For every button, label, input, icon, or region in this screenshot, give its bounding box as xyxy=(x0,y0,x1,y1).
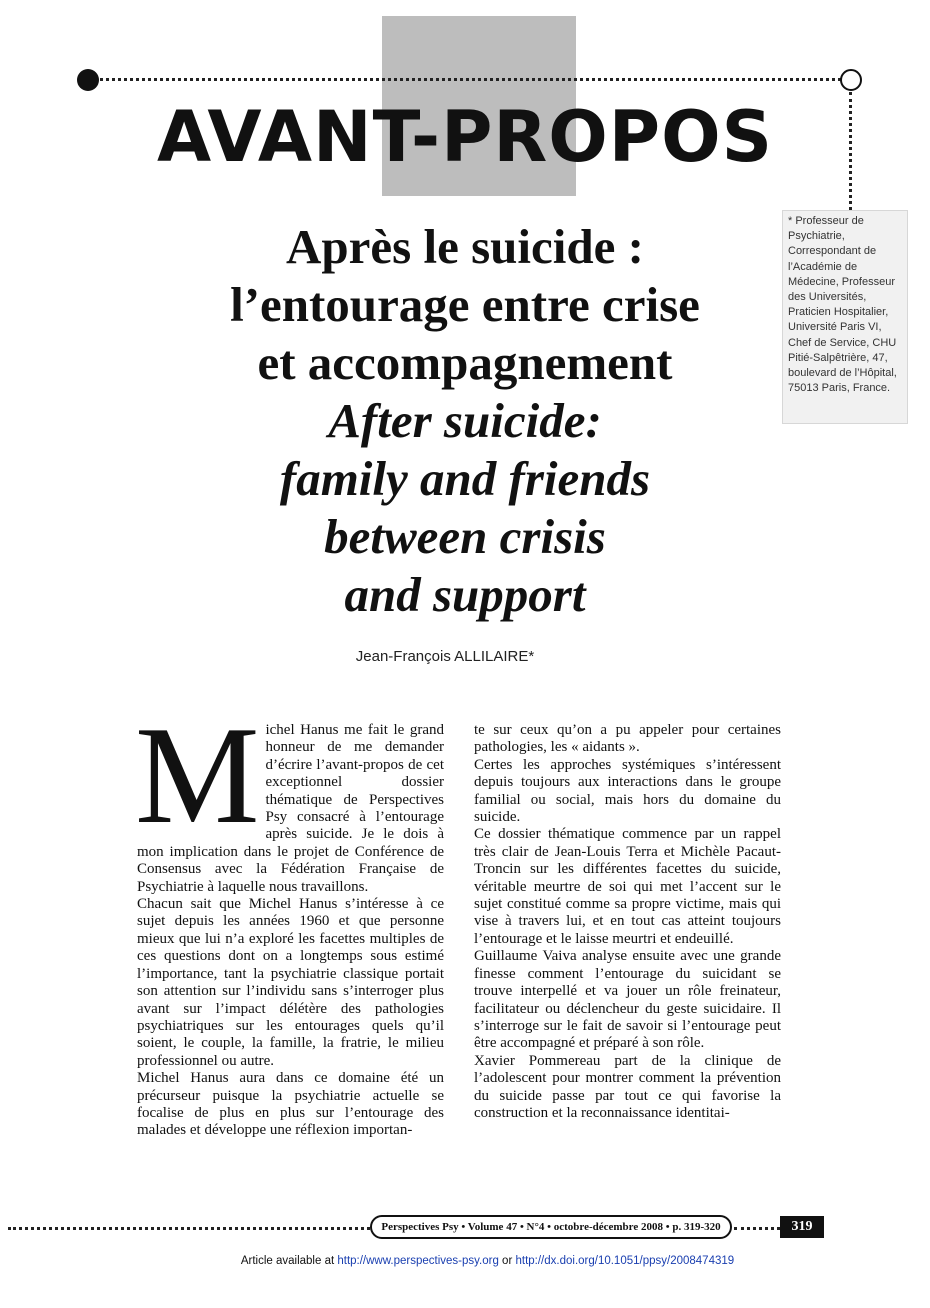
title-french xyxy=(0,218,930,392)
journal-link[interactable]: http://www.perspectives-psy.org xyxy=(337,1255,499,1267)
availability-or: or xyxy=(498,1255,516,1267)
paragraph: Xavier Pommereau part de la clinique de l’adolescent pour montrer comment la prévention du suicide passe par tout ce qui favorise la construction et la reconnaissance identitai- xyxy=(474,1052,781,1121)
doi-link[interactable]: http://dx.doi.org/10.1051/ppsy/2008474319 xyxy=(515,1255,735,1267)
paragraph: Chacun sait que Michel Hanus s’intéresse à ce sujet depuis les années 1960 et que personne mieux que lui n’a exploré les facettes multiples de ces questions dont on a longtemps sous estimé l’importance, tant la psychiatrie classique portait son attention sur l’individu sans s’interroger plus avant sur l’impact délétère des pathologies psychiatriques sur les entourages quels qu’il soient, le couple, la famille, la fratrie, le milieu professionnel ou autre. xyxy=(137,896,444,1069)
author-affiliation-note: * Professeur de Psychiatrie, Correspondant de l’Académie de Médecine, Professeur des Universités, Praticien Hospitalier, Université Paris VI, Chef de Service, CHU Pitié-Salpêtrière, 47, boulevard de l’Hôpital, 75013 Paris, France. xyxy=(782,210,908,424)
title-fr-line: et accompagnement xyxy=(257,335,673,390)
section-heading: AVANT-PROPOS xyxy=(156,96,774,178)
bullet-dot xyxy=(77,69,99,91)
title-en-line: After suicide: xyxy=(328,393,602,448)
paragraph: Certes les approches systémiques s’intéressent depuis toujours aux interactions dans le groupe familial ou social, mais hors du domaine du suicide. xyxy=(474,756,781,826)
title-en-line: and support xyxy=(344,567,586,622)
title-fr-line: Après le suicide : xyxy=(286,219,644,274)
title-en-line: family and friends xyxy=(279,451,651,506)
availability-line xyxy=(0,1255,930,1267)
drop-cap: M xyxy=(135,698,260,853)
page-number: 319 xyxy=(780,1216,824,1238)
dotted-rule-top xyxy=(95,78,841,81)
journal-citation: Perspectives Psy • Volume 47 • N°4 • octobre-décembre 2008 • p. 319-320 xyxy=(370,1215,732,1239)
paragraph: te sur ceux qu’on a pu appeler pour certaines pathologies, les « aidants ». xyxy=(474,722,781,756)
title-english xyxy=(0,392,930,624)
title-en-line: between crisis xyxy=(324,509,606,564)
dotted-rule-bottom-right xyxy=(734,1227,780,1230)
paragraph: Michel Hanus aura dans ce domaine été un précurseur puisque la psychiatrie actuelle se focalise de plus en plus sur l’entourage des malades et développe une réflexion importan- xyxy=(137,1070,444,1139)
body-column-left xyxy=(135,698,444,1140)
dotted-rule-bottom xyxy=(8,1227,370,1230)
ring-marker xyxy=(840,69,862,91)
author-name: Jean-François ALLILAIRE* xyxy=(355,648,535,665)
paragraph: Ce dossier thématique commence par un rappel très clair de Jean-Louis Terra et Michèle Pacaut-Troncin sur les différentes facettes du suicide, véritable meurtre de soi qui met l’accent sur le sujet constitué comme sa propre victime, mais qui vise à travers lui, et en tout cas atteint toujours l’entourage et le laisse meurtri et endeuillé. xyxy=(474,826,781,947)
body-column-right xyxy=(474,722,781,1122)
availability-prefix: Article available at xyxy=(240,1255,338,1267)
paragraph: ichel Hanus me fait le grand honneur de me demander d’écrire l’avant-propos de cet exceptionnel dossier thématique de Perspectives Psy consacré à l’entourage après suicide. Je le dois à mon implication dans le projet de Conférence de Consensus avec la Fédération Française de Psychiatrie à laquelle nous travaillons. xyxy=(137,722,444,895)
paragraph: Guillaume Vaiva analyse ensuite avec une grande finesse comment l’entourage du suicidant se trouve interpellé et va jouer un rôle freinateur, facilitateur ou déclencheur du geste suicidaire. Il s’interroge sur le fait de savoir si l’entourage peut être accompagné et préparé à son rôle. xyxy=(474,948,781,1052)
title-fr-line: l’entourage entre crise xyxy=(230,277,700,332)
